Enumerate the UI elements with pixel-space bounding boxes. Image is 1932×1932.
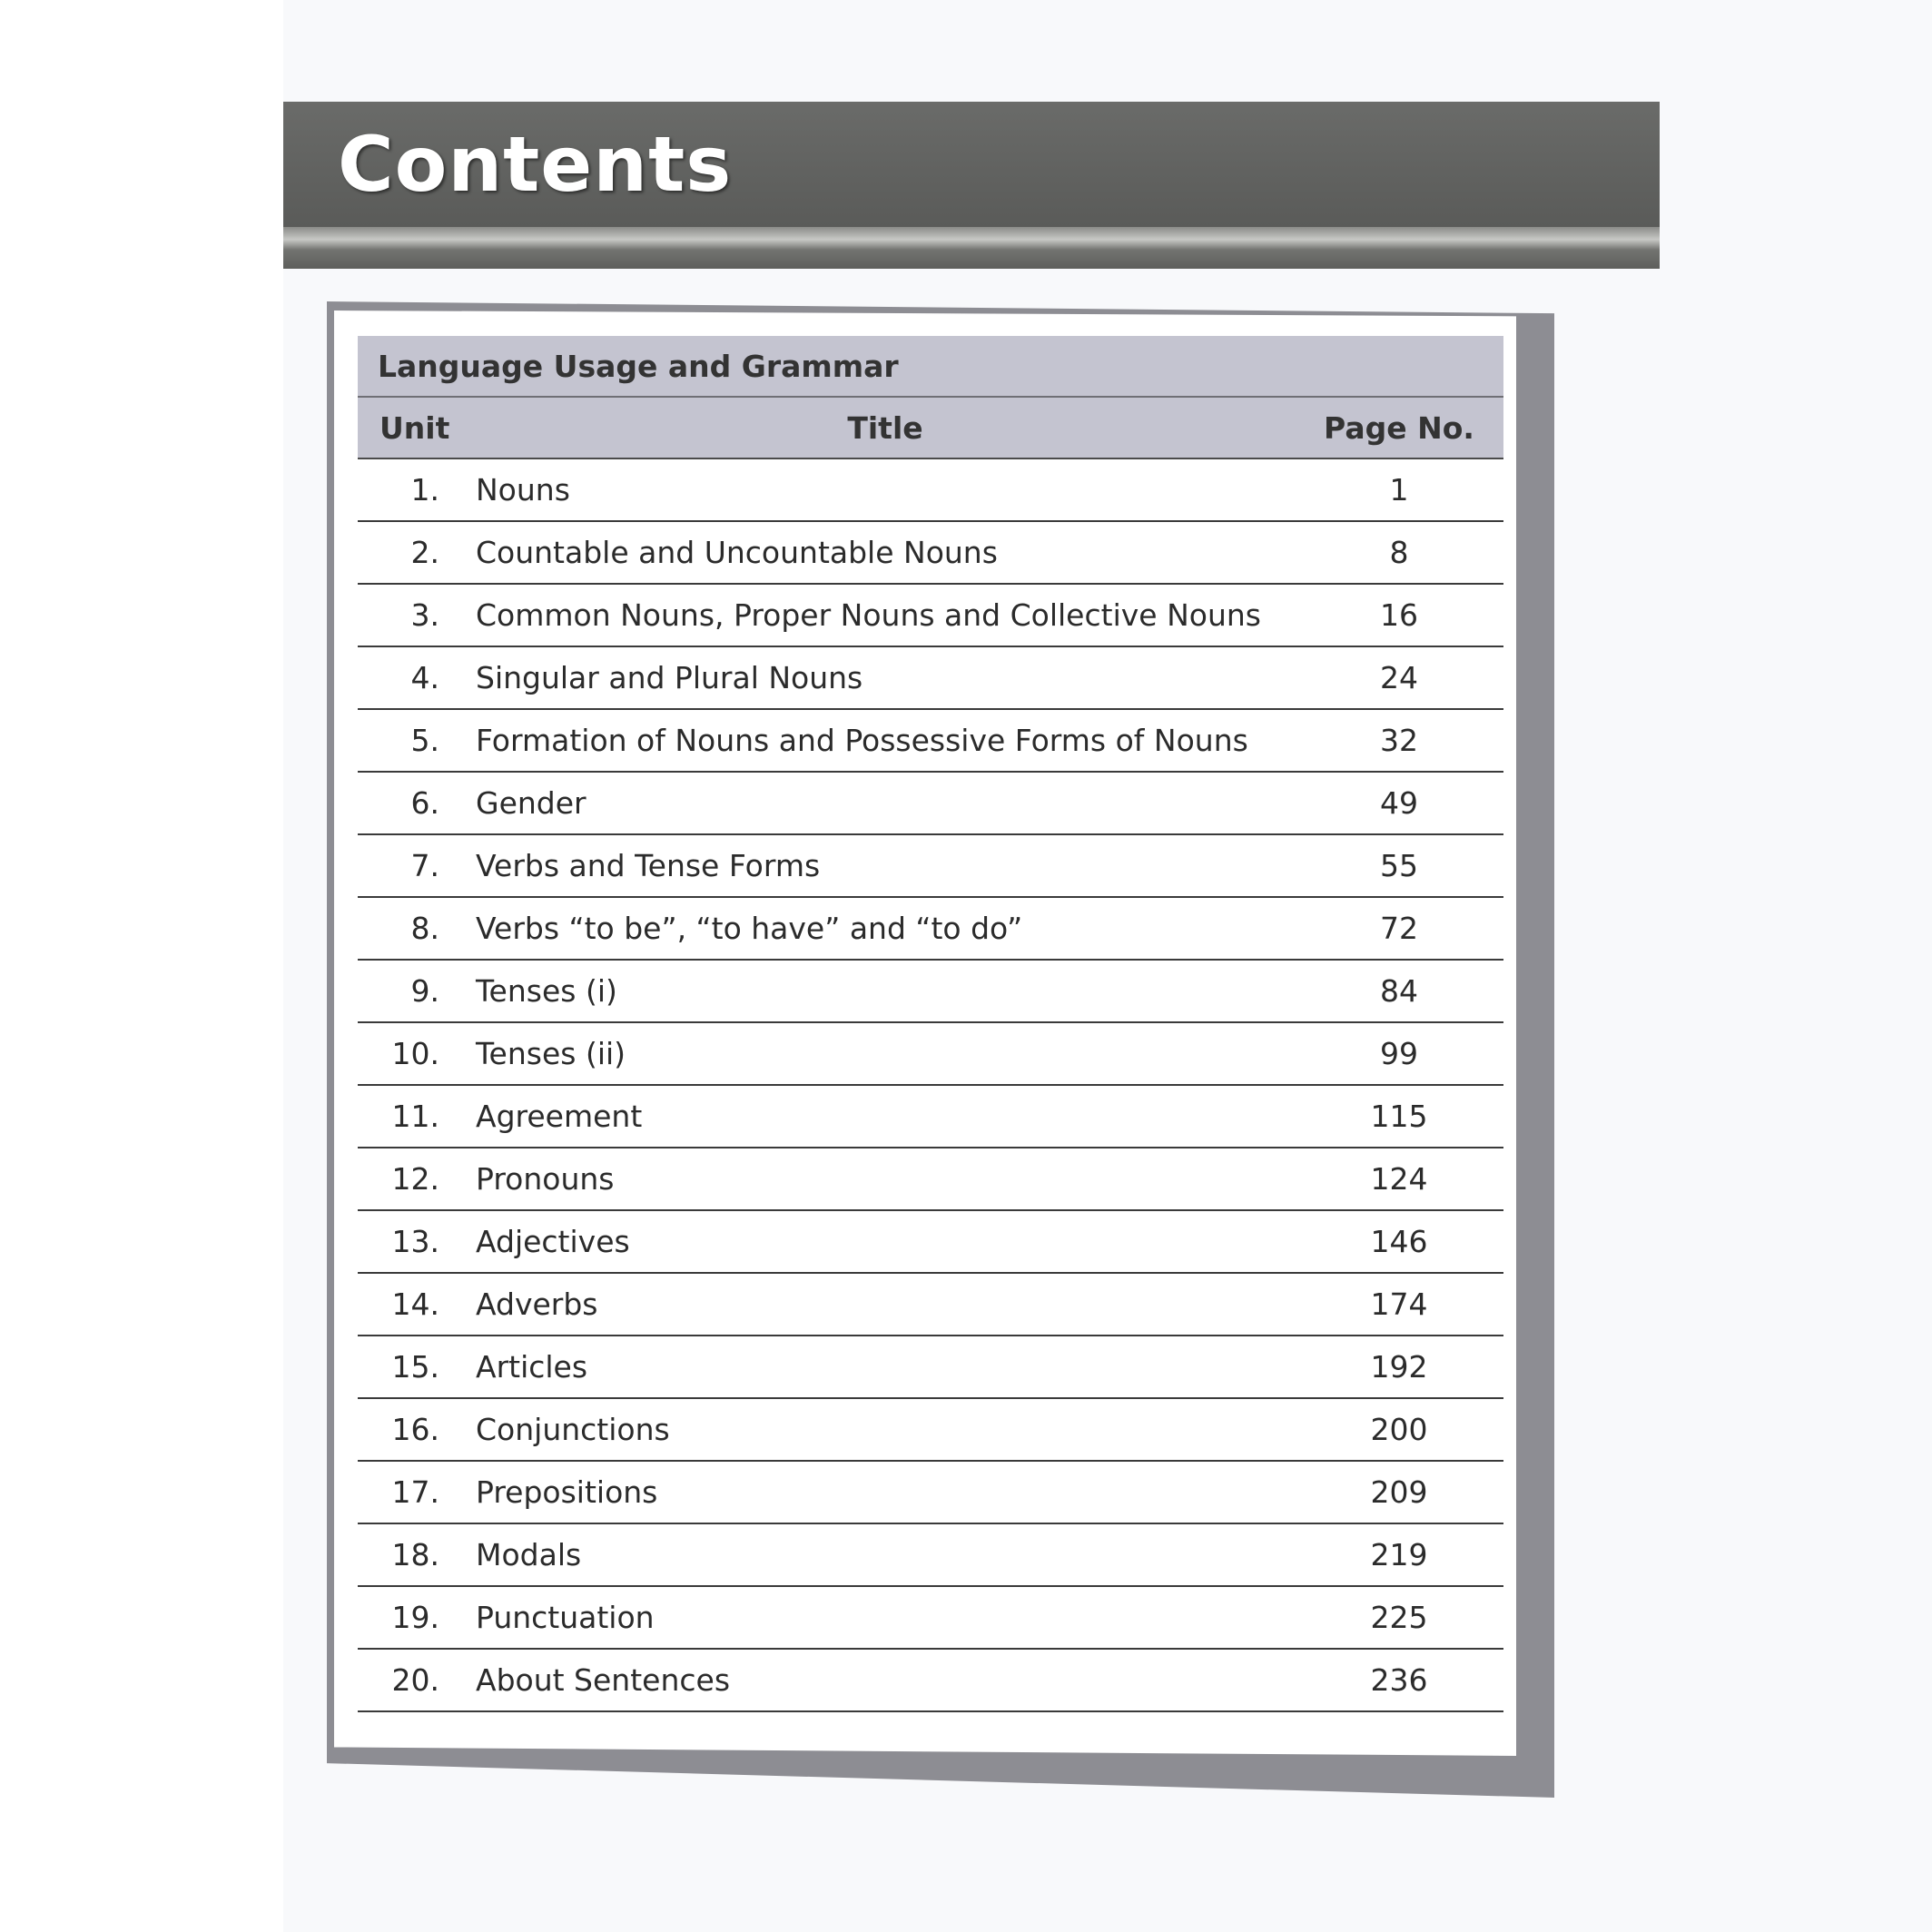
page-number: 1 [1389,472,1409,508]
unit-title: Verbs “to be”, “to have” and “to do” [476,911,1023,946]
table-body [358,459,1503,1712]
unit-number: 4. [410,660,439,695]
unit-title: Prepositions [476,1474,658,1510]
unit-number: 19. [391,1600,439,1635]
unit-number: 3. [410,597,439,633]
table-row [358,961,1503,1023]
table-row [358,585,1503,647]
column-header-title: Title [847,409,923,446]
unit-title: Formation of Nouns and Possessive Forms of Nouns [476,723,1248,758]
table-row [358,835,1503,898]
table-row [358,1148,1503,1211]
unit-number: 13. [391,1224,439,1259]
section-heading [358,336,1503,398]
page-number: 32 [1380,723,1418,758]
unit-number: 6. [410,785,439,821]
unit-title: Conjunctions [476,1412,670,1447]
unit-title: Tenses (ii) [476,1036,626,1071]
column-header-page: Page No. [1324,409,1474,446]
page-number: 236 [1370,1662,1428,1698]
page-number: 115 [1370,1099,1428,1134]
unit-number: 17. [391,1474,439,1510]
unit-title: Articles [476,1349,588,1385]
unit-title: Agreement [476,1099,643,1134]
page-number: 49 [1380,785,1418,821]
unit-number: 9. [410,973,439,1009]
unit-title: Punctuation [476,1600,655,1635]
table-row [358,1023,1503,1086]
table-row [358,1650,1503,1712]
unit-title: Nouns [476,472,570,508]
scan-margin [0,0,283,1932]
table-row [358,898,1503,961]
table-row [358,1399,1503,1462]
page-number: 24 [1380,660,1418,695]
page-number: 72 [1380,911,1418,946]
table-row [358,710,1503,773]
unit-number: 1. [410,472,439,508]
unit-number: 5. [410,723,439,758]
unit-title: Tenses (i) [476,973,617,1009]
unit-number: 10. [391,1036,439,1071]
table-row [358,1274,1503,1336]
page-number: 209 [1370,1474,1428,1510]
table-row [358,773,1503,835]
unit-title: About Sentences [476,1662,731,1698]
unit-title: Verbs and Tense Forms [476,848,821,883]
page-number: 200 [1370,1412,1428,1447]
page-number: 225 [1370,1600,1428,1635]
page-number: 99 [1380,1036,1418,1071]
unit-number: 14. [391,1286,439,1322]
page-number: 84 [1380,973,1418,1009]
table-row [358,1587,1503,1650]
unit-number: 8. [410,911,439,946]
table-row [358,522,1503,585]
table-header [358,398,1503,459]
table-row [358,1086,1503,1148]
contents-table [358,336,1503,1712]
banner-stripe [283,227,1660,269]
section-title: Language Usage and Grammar [378,348,899,384]
page-number: 124 [1370,1161,1428,1197]
page-number: 55 [1380,848,1418,883]
table-row [358,1211,1503,1274]
page-title: Contents [338,120,733,209]
unit-number: 12. [391,1161,439,1197]
page-number: 174 [1370,1286,1428,1322]
table-row [358,459,1503,522]
page-number: 8 [1389,535,1409,570]
table-row [358,1462,1503,1524]
table-row [358,647,1503,710]
unit-number: 2. [410,535,439,570]
unit-number: 7. [410,848,439,883]
unit-title: Gender [476,785,586,821]
page-number: 192 [1370,1349,1428,1385]
column-header-unit: Unit [380,409,450,446]
unit-title: Pronouns [476,1161,615,1197]
unit-number: 15. [391,1349,439,1385]
unit-title: Modals [476,1537,582,1572]
table-row [358,1524,1503,1587]
unit-title: Adjectives [476,1224,630,1259]
unit-number: 18. [391,1537,439,1572]
unit-title: Common Nouns, Proper Nouns and Collective Nouns [476,597,1261,633]
unit-number: 11. [391,1099,439,1134]
unit-title: Countable and Uncountable Nouns [476,535,998,570]
unit-title: Singular and Plural Nouns [476,660,863,695]
unit-number: 20. [391,1662,439,1698]
page-number: 146 [1370,1224,1428,1259]
unit-number: 16. [391,1412,439,1447]
table-row [358,1336,1503,1399]
page-number: 219 [1370,1537,1428,1572]
page-number: 16 [1380,597,1418,633]
unit-title: Adverbs [476,1286,598,1322]
